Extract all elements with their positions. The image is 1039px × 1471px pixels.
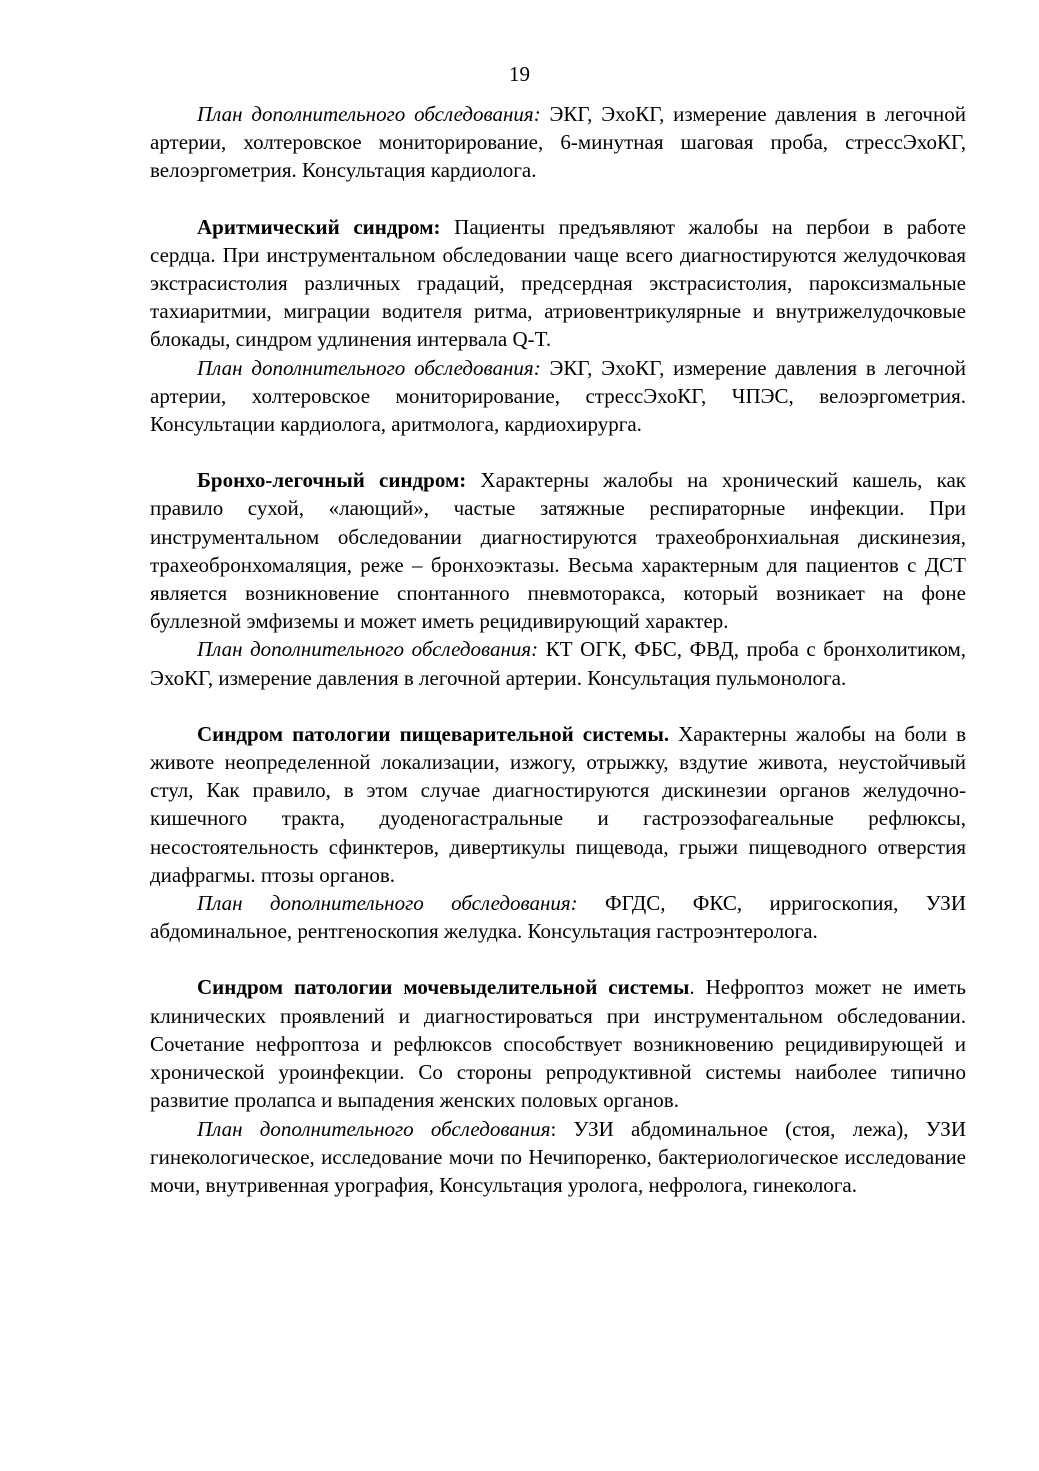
- section-text: Характерны жалобы на боли в животе неопределенной локализации, изжогу, отрыжку, вздутие живота, неустойчивый стул, Как правило, в этом случае диагностируются дискинезии органов желудочно-кишечного тракта, дуоденогастральные и гастроэзофагеальные рефлюксы, несостоятельность сфинктеров, дивертикулы пищевода, грыжи пищеводного отверстия диафрагмы. птозы органов.: [150, 721, 966, 887]
- section-text: . Нефроптоз может не иметь клинических проявлений и диагностироваться при инструментальном обследовании. Сочетание нефроптоза и рефлюксов способствует возникновению рецидивирующей и хронической уроинфекции. Со стороны репродуктивной системы наиболее типично развитие пролапса и выпадения женских половых органов.: [150, 975, 966, 1113]
- section-heading: Бронхо-легочный синдром:: [197, 468, 467, 493]
- section-paragraph-arrhythmic: [150, 213, 966, 354]
- plan-text: ФГДС, ФКС, ирригоскопия, УЗИ абдоминальное, рентгеноскопия желудка. Консультация гастроэнтеролога.: [150, 891, 966, 944]
- plan-paragraph-digestive: [150, 889, 966, 945]
- plan-text: ЭКГ, ЭхоКГ, измерение давления в легочной артерии, холтеровское мониторирование, 6-минутная шаговая проба, стрессЭхоКГ, велоэргометрия. Консультация кардиолога.: [150, 102, 966, 183]
- document-body: [150, 100, 966, 1199]
- plan-text: : УЗИ абдоминальное (стоя, лежа), УЗИ гинекологическое, исследование мочи по Нечипоренко, бактериологическое исследование мочи, внутривенная урография, Консультация уролога, нефролога, гинеколога.: [150, 1116, 966, 1197]
- plan-label: План дополнительного обследования:: [197, 355, 541, 380]
- section-paragraph-urinary: [150, 973, 966, 1114]
- section-text: Характерны жалобы на хронический кашель, как правило сухой, «лающий», частые затяжные респираторные инфекции. При инструментальном обследовании диагностируются трахеобронхиальная дискинезия, трахеобронхомаляция, реже – бронхоэктазы. Весьма характерным для пациентов с ДСТ является возникновение спонтанного пневмоторакса, который возникает на фоне буллезной эмфиземы и может иметь рецидивирующий характер.: [150, 468, 966, 634]
- page-number: 19: [509, 62, 530, 86]
- section-paragraph-bronchopulmonary: [150, 466, 966, 635]
- plan-paragraph-urinary: [150, 1115, 966, 1200]
- paragraph-gap: [150, 438, 966, 466]
- plan-text: ЭКГ, ЭхоКГ, измерение давления в легочной артерии, холтеровское мониторирование, стрессЭхоКГ, ЧПЭС, велоэргометрия. Консультации кардиолога, аритмолога, кардиохирурга.: [150, 355, 966, 437]
- paragraph-gap: [150, 692, 966, 720]
- plan-label: План дополнительного обследования:: [197, 891, 578, 916]
- section-heading: Синдром патологии мочевыделительной системы: [197, 975, 690, 1000]
- plan-paragraph-cardio: [150, 100, 966, 185]
- plan-label: План дополнительного обследования:: [197, 102, 541, 126]
- section-heading: Синдром патологии пищеварительной системы.: [197, 721, 670, 746]
- section-paragraph-digestive: [150, 720, 966, 889]
- section-text: Пациенты предъявляют жалобы на пербои в работе сердца. При инструментальном обследовании чаще всего диагностируются желудочковая экстрасистолия различных градаций, предсердная экстрасистолия, пароксизмальные тахиаритмии, миграции водителя ритма, атриовентрикулярные и внутрижелудочковые блокады, синдром удлинения интервала Q-T.: [150, 214, 966, 352]
- plan-label: План дополнительного обследования: [197, 1116, 551, 1141]
- plan-text: КТ ОГК, ФБС, ФВД, проба с бронхолитиком, ЭхоКГ, измерение давления в легочной артерии. Консультация пульмонолога.: [150, 637, 966, 690]
- plan-label: План дополнительного обследования:: [197, 637, 539, 662]
- plan-paragraph-bronchopulmonary: [150, 635, 966, 691]
- paragraph-gap: [150, 185, 966, 213]
- section-heading: Аритмический синдром:: [197, 214, 441, 239]
- paragraph-gap: [150, 945, 966, 973]
- plan-paragraph-arrhythmic: [150, 354, 966, 439]
